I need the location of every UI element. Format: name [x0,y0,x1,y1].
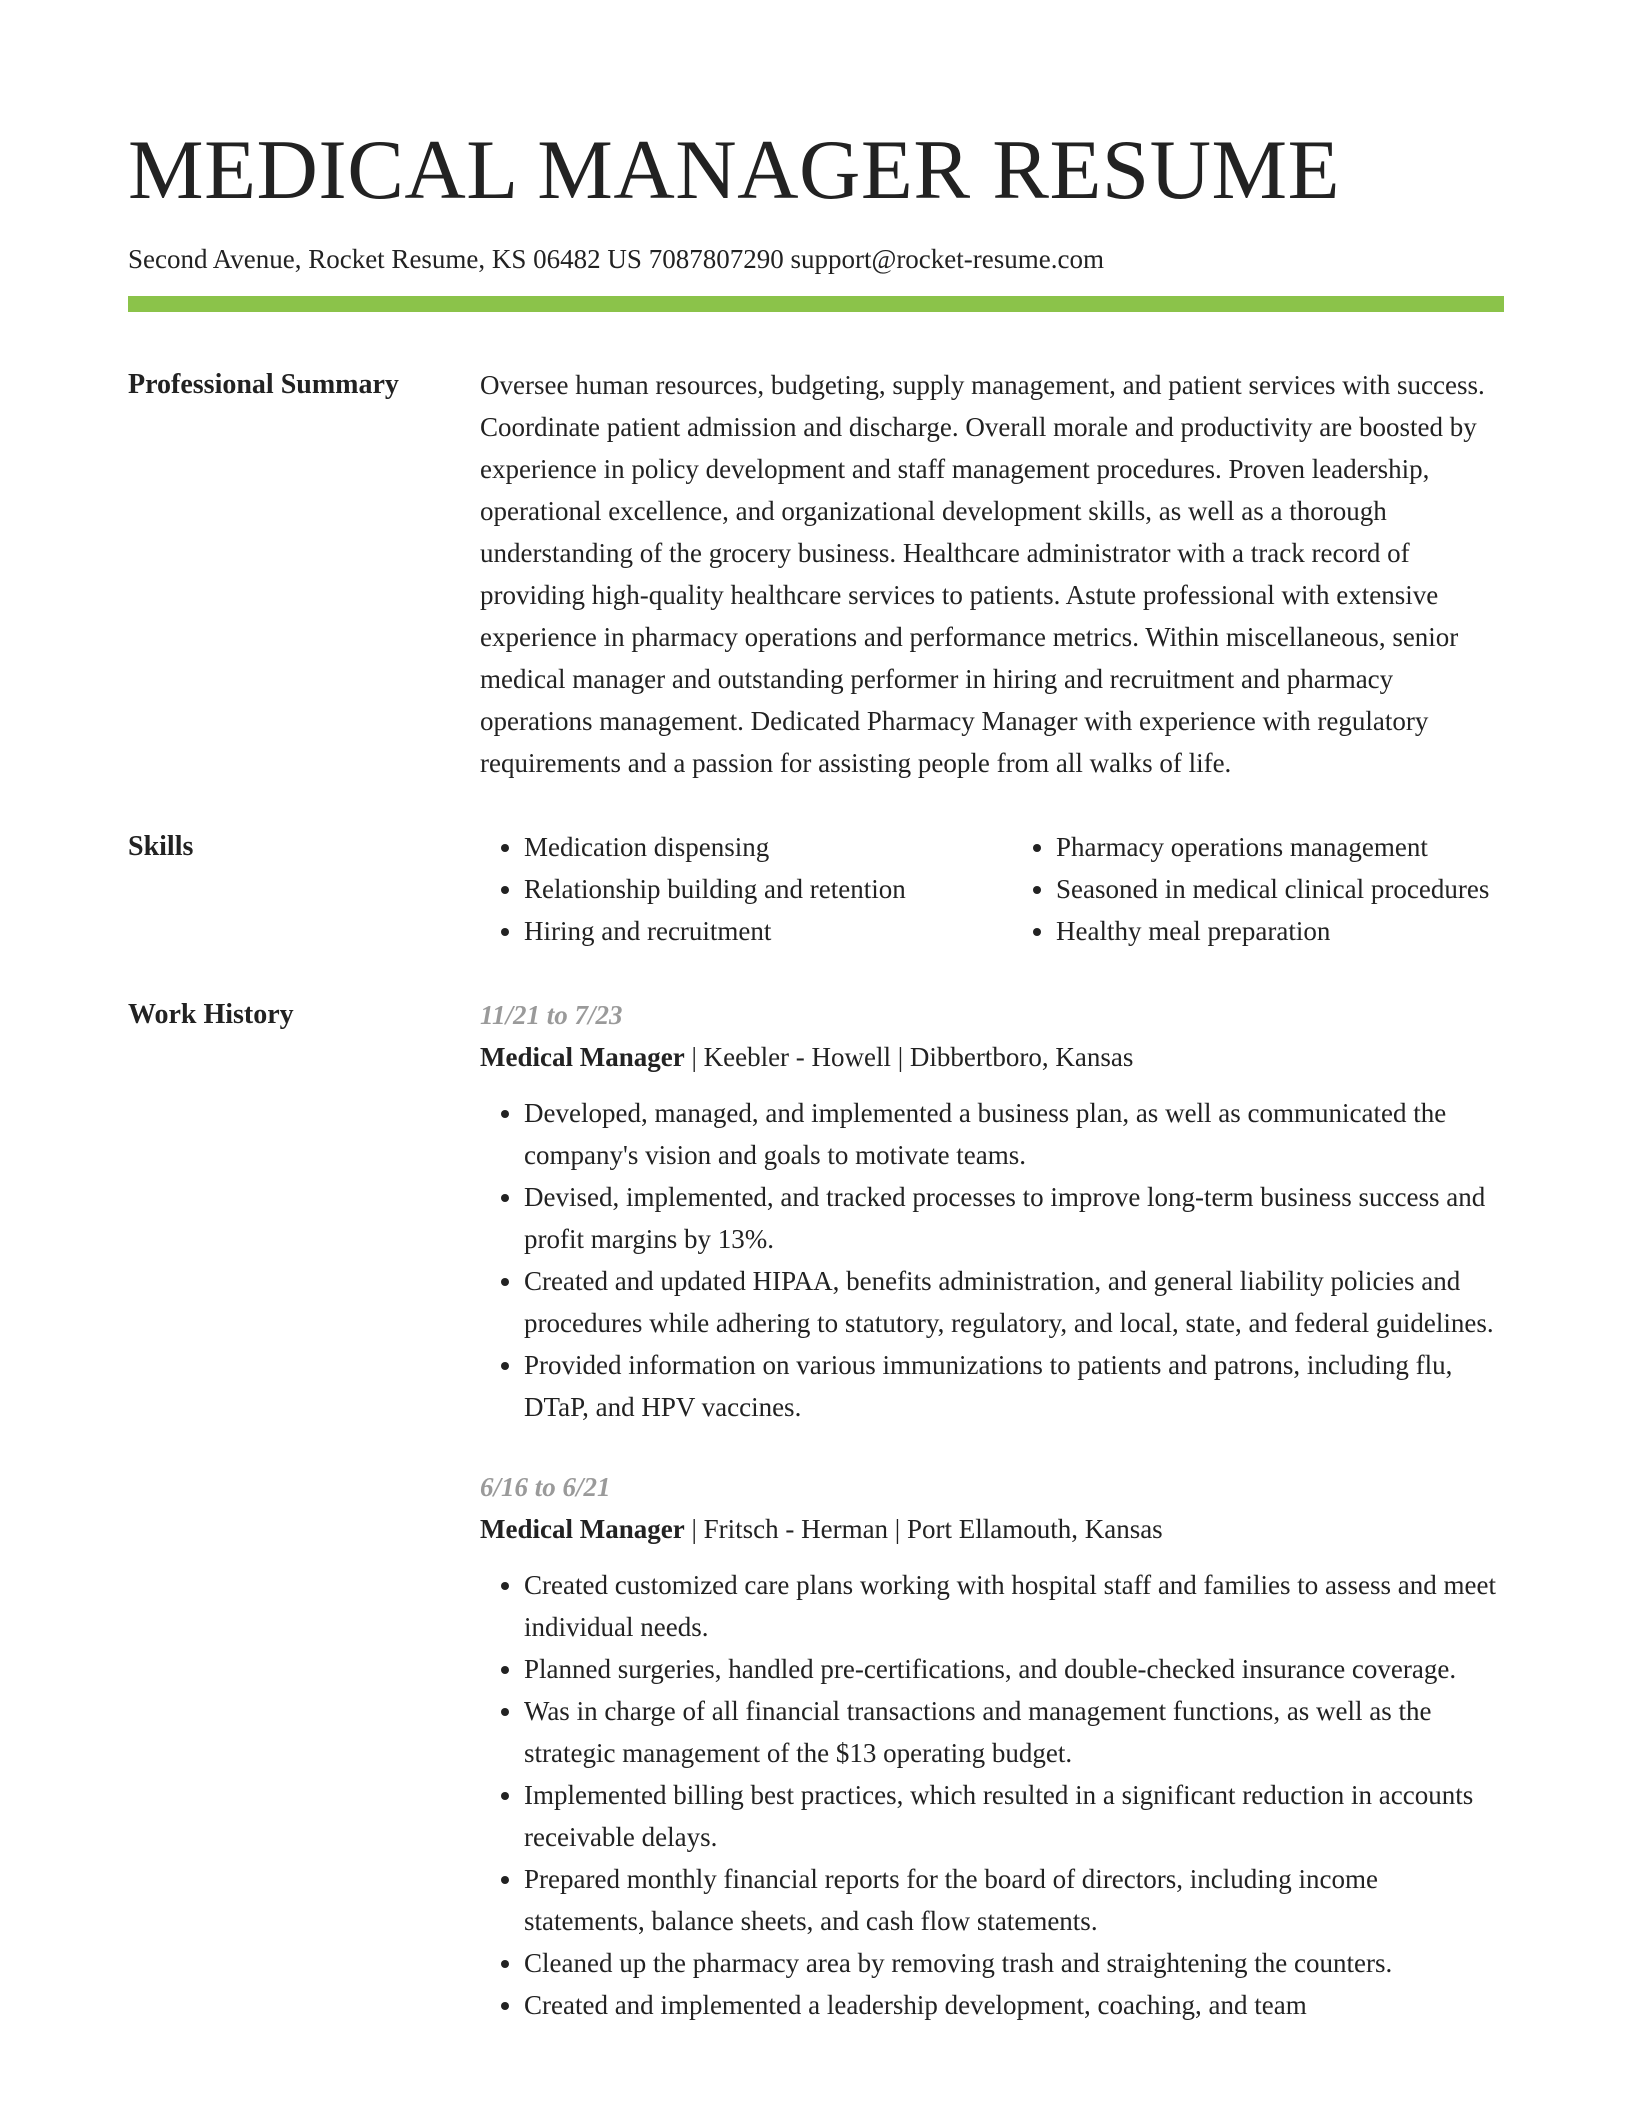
summary-text: Oversee human resources, budgeting, supply management, and patient services with success. Coordinate patient admission and discharge. Overall morale and productivity are boosted by experience in policy development and staff management procedures. Proven leadership, operational excellence, and organizational development skills, as well as a thorough understanding of the grocery business. Healthcare administrator with a track record of providing high-quality healthcare services to patients. Astute professional with extensive experience in pharmacy operations and performance metrics. Within miscellaneous, senior medical manager and outstanding performer in hiring and recruitment and pharmacy operations management. Dedicated Pharmacy Manager with experience with regulatory requirements and a passion for assisting people from all walks of life. [480,370,1485,778]
section-label: Work History [128,999,294,1030]
job-bullet: • Created and updated HIPAA, benefits administration, and general liability policies and procedures while adhering to statutory, regulatory, and local, state, and federal guidelines. [524,1260,1504,1344]
job-title-line [480,1508,1504,1550]
job-bullet: • Prepared monthly financial reports for the board of directors, including income statements, balance sheets, and cash flow statements. [524,1858,1504,1942]
skills-list-right [1012,826,1504,952]
job-bullet: • Implemented billing best practices, which resulted in a significant reduction in accounts receivable delays. [524,1774,1504,1858]
job-title-line [480,1036,1504,1078]
skills-list-left [480,826,972,952]
job-details: | Keebler - Howell | Dibbertboro, Kansas [684,1042,1134,1072]
job-entry [480,1466,1504,2026]
skill-item: • Medication dispensing [524,826,972,868]
job-bullet: • Created customized care plans working with hospital staff and families to assess and meet individual needs. [524,1564,1504,1648]
job-role: Medical Manager [480,1042,685,1072]
skill-item: • Pharmacy operations management [1056,826,1504,868]
job-dates: 11/21 to 7/23 [480,1000,623,1030]
skill-item: • Hiring and recruitment [524,910,972,952]
job-bullets [480,1092,1504,1428]
section-label: Skills [128,831,194,862]
resume-title: MEDICAL MANAGER RESUME [128,123,1341,217]
job-bullet: • Devised, implemented, and tracked processes to improve long-term business success and profit margins by 13%. [524,1176,1504,1260]
contact-line: Second Avenue, Rocket Resume, KS 06482 US 7087807290 support@rocket-resume.com [128,244,1104,274]
skill-item: • Healthy meal preparation [1056,910,1504,952]
section-label: Professional Summary [128,369,399,400]
job-details: | Fritsch - Herman | Port Ellamouth, Kansas [684,1514,1163,1544]
job-dates: 6/16 to 6/21 [480,1472,611,1502]
skills-section [128,826,1504,952]
job-bullet: • Provided information on various immunizations to patients and patrons, including flu, DTaP, and HPV vaccines. [524,1344,1504,1428]
skill-item: • Relationship building and retention [524,868,972,910]
job-bullet: • Created and implemented a leadership development, coaching, and team [524,1984,1504,2026]
job-entry [480,994,1504,1428]
job-role: Medical Manager [480,1514,685,1544]
work-history-section [128,994,1504,2026]
professional-summary-section [128,364,1504,784]
job-bullet: • Was in charge of all financial transactions and management functions, as well as the strategic management of the $13 operating budget. [524,1690,1504,1774]
job-bullet: • Developed, managed, and implemented a business plan, as well as communicated the company's vision and goals to motivate teams. [524,1092,1504,1176]
job-bullet: • Planned surgeries, handled pre-certifications, and double-checked insurance coverage. [524,1648,1504,1690]
job-bullets [480,1564,1504,2026]
accent-divider [128,296,1504,312]
job-bullet: • Cleaned up the pharmacy area by removing trash and straightening the counters. [524,1942,1504,1984]
skill-item: • Seasoned in medical clinical procedures [1056,868,1504,910]
